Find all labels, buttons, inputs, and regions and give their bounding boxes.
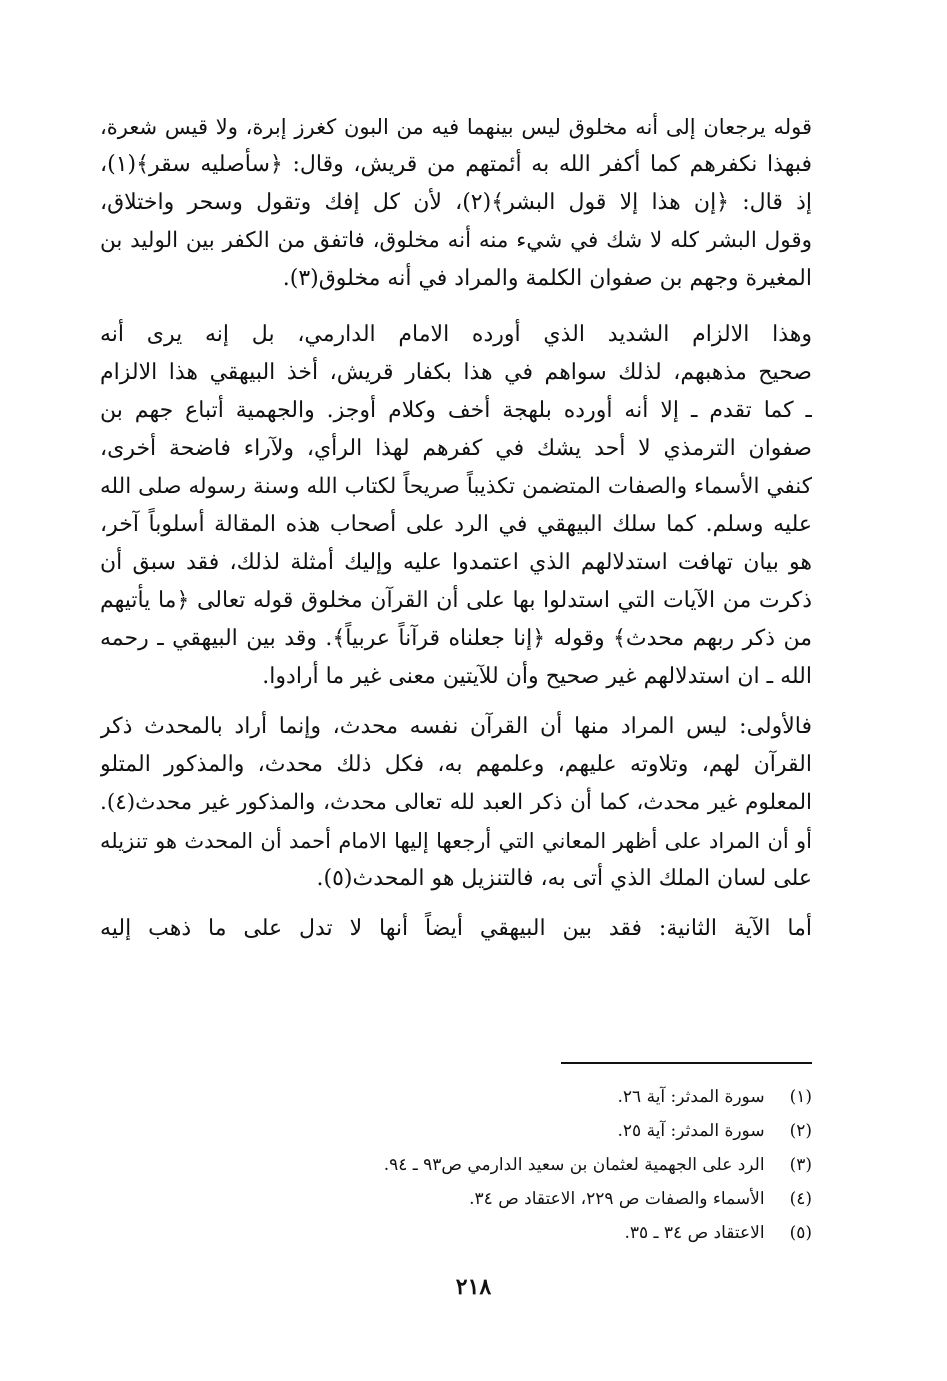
text-line: من ذكر ربهم محدث﴾ وقوله ﴿إنا جعلناه قرآناً عربياً﴾. وقد بين البيهقي ـ رحمه — [100, 626, 812, 651]
paragraph-gap — [100, 898, 812, 910]
text-line: قوله يرجعان إلى أنه مخلوق ليس بينهما فيه من البون كغرز إبرة، ولا قيس شعرة، — [100, 115, 812, 139]
footnote-text: سورة المدثر: آية ٢٥. — [617, 1121, 765, 1141]
page-number: ٢١٨ — [455, 1274, 492, 1300]
text-line: أما الآية الثانية: فقد بين البيهقي أيضاً أنها لا تدل على ما ذهب إليه — [100, 916, 812, 941]
paragraph-4 — [100, 910, 812, 948]
text-line: هو بيان تهافت استدلالهم الذي اعتمدوا عليه وإليك أمثلة لذلك، فقد سبق أن — [100, 550, 812, 575]
footnote-text: الرد على الجهمية لعثمان بن سعيد الدارمي ص٩٣ ـ ٩٤. — [383, 1155, 765, 1175]
paragraph-1 — [100, 108, 812, 298]
paragraph-gap — [100, 696, 812, 708]
text-line: صحيح مذهبهم، لذلك سواهم في هذا بكفار قريش، أخذ البيهقي هذا الالزام — [100, 360, 812, 385]
main-text — [100, 108, 812, 948]
footnote-text: الأسماء والصفات ص ٢٢٩، الاعتقاد ص ٣٤. — [469, 1189, 765, 1209]
text-line: على لسان الملك الذي أتى به، فالتنزيل هو المحدث(٥). — [316, 866, 812, 891]
text-line: فبهذا نكفرهم كما أكفر الله به أئمتهم من قريش، وقال: ﴿سأصليه سقر﴾(١)، — [100, 152, 812, 177]
paragraph-gap — [100, 298, 812, 316]
paragraph-3 — [100, 708, 812, 898]
footnotes — [252, 1080, 812, 1250]
text-line: المغيرة وجهم بن صفوان الكلمة والمراد في أنه مخلوق(٣). — [282, 266, 812, 291]
text-line: المعلوم غير محدث، كما أن ذكر العبد لله تعالى محدث، والمذكور غير محدث(٤). — [100, 790, 812, 815]
footnote-number: (٥) — [789, 1223, 812, 1243]
text-line: أو أن المراد على أظهر المعاني التي أرجعها إليها الامام أحمد أن المحدث هو تنزيله — [100, 829, 812, 853]
text-line: القرآن لهم، وتلاوته عليهم، وعلمهم به، فكل ذلك محدث، والمذكور المتلو — [100, 752, 812, 777]
footnote-text: الاعتقاد ص ٣٤ ـ ٣٥. — [624, 1223, 765, 1243]
footnote — [252, 1114, 812, 1148]
text-line: وقول البشر كله لا شك في شيء منه أنه مخلوق، فاتفق من الكفر بين الوليد بن — [100, 228, 812, 253]
text-line: عليه وسلم. كما سلك البيهقي في الرد على أصحاب هذه المقالة أسلوباً آخر، — [100, 512, 812, 537]
text-line: إذ قال: ﴿إن هذا إلا قول البشر﴾(٢)، لأن كل إفك وتقول وسحر واختلاق، — [100, 190, 812, 215]
footnote — [252, 1182, 812, 1216]
footnote-separator — [561, 1062, 812, 1064]
text-line: ـ كما تقدم ـ إلا أنه أورده بلهجة أخف وكلام أوجز. والجهمية أتباع جهم بن — [100, 398, 812, 423]
text-line: صفوان الترمذي لا أحد يشك في كفرهم لهذا الرأي، ولآراء فاضحة أخرى، — [100, 436, 812, 461]
text-line: وهذا الالزام الشديد الذي أورده الامام الدارمي، بل إنه يرى أنه — [100, 322, 812, 347]
footnote-number: (٢) — [789, 1121, 812, 1141]
paragraph-2 — [100, 316, 812, 696]
text-line: فالأولى: ليس المراد منها أن القرآن نفسه محدث، وإنما أراد بالمحدث ذكر — [100, 714, 812, 739]
footnote — [252, 1148, 812, 1182]
footnote-number: (٣) — [789, 1155, 812, 1175]
footnote — [252, 1080, 812, 1114]
footnote-number: (١) — [789, 1087, 812, 1107]
text-line: كنفي الأسماء والصفات المتضمن تكذيباً صريحاً لكتاب الله وسنة رسوله صلى الله — [100, 474, 812, 499]
text-line: الله ـ ان استدلالهم غير صحيح وأن للآيتين معنى غير ما أرادوا. — [262, 664, 812, 689]
footnote-text: سورة المدثر: آية ٢٦. — [617, 1087, 765, 1107]
footnote — [252, 1216, 812, 1250]
text-line: ذكرت من الآيات التي استدلوا بها على أن القرآن مخلوق قوله تعالى ﴿ما يأتيهم — [100, 588, 812, 613]
footnote-number: (٤) — [789, 1189, 812, 1209]
